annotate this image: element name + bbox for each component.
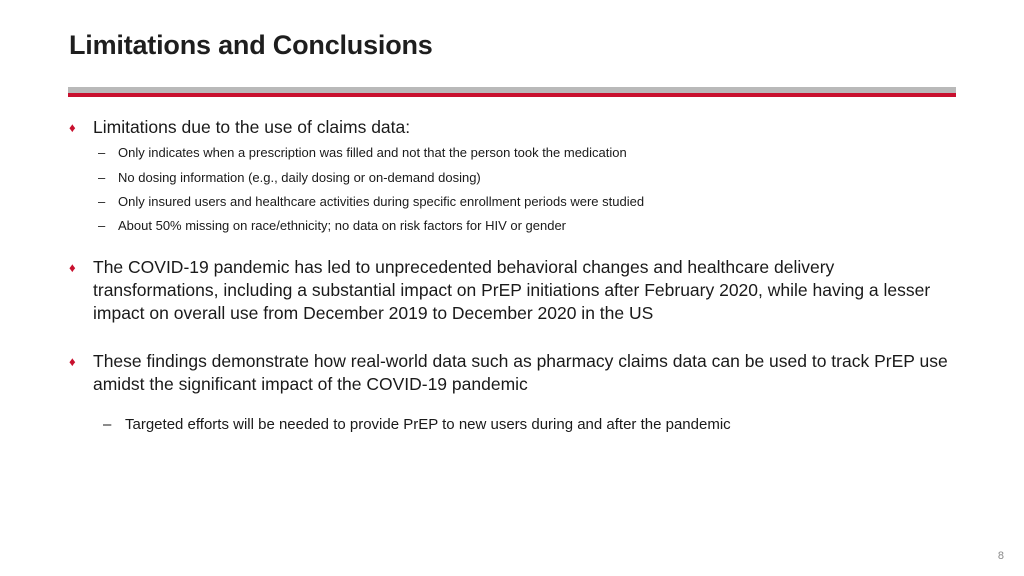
- slide-title: Limitations and Conclusions: [69, 30, 433, 60]
- bullet-text: Limitations due to the use of claims data:: [93, 117, 411, 137]
- bullet-text: These findings demonstrate how real-world data such as pharmacy claims data can be used to track PrEP use amidst the significant impact of the COVID-19 pandemic: [93, 351, 948, 394]
- bullet-limitations: [69, 116, 410, 139]
- sub-item: [98, 144, 627, 162]
- bullet-covid-impact: [69, 256, 949, 325]
- header-divider-red: [68, 93, 956, 97]
- bullet-text: The COVID-19 pandemic has led to unprecedented behavioral changes and healthcare delivery transformations, including a substantial impact on PrEP initiations after February 2020, while having a lesser impact on overall use from December 2019 to December 2020 in the US: [93, 257, 931, 323]
- diamond-bullet-icon: ♦: [69, 354, 76, 369]
- sub-item: [98, 217, 566, 235]
- dash-marker: –: [98, 218, 106, 233]
- sub-item: [98, 169, 481, 187]
- sub-item-text: About 50% missing on race/ethnicity; no data on risk factors for HIV or gender: [118, 218, 567, 233]
- sub-item-text: Targeted efforts will be needed to provide PrEP to new users during and after the pandemic: [125, 416, 731, 433]
- sub-item-text: Only insured users and healthcare activities during specific enrollment periods were studied: [118, 194, 645, 209]
- dash-marker: –: [103, 416, 112, 433]
- dash-marker: –: [98, 145, 106, 160]
- page-number: 8: [997, 550, 1004, 562]
- dash-marker: –: [98, 170, 106, 185]
- sub-item: [103, 415, 731, 435]
- sub-item: [98, 193, 644, 211]
- bullet-findings: [69, 350, 957, 396]
- diamond-bullet-icon: ♦: [69, 260, 76, 275]
- sub-item-text: No dosing information (e.g., daily dosing or on-demand dosing): [118, 170, 481, 185]
- sub-item-text: Only indicates when a prescription was filled and not that the person took the medication: [118, 145, 627, 160]
- diamond-bullet-icon: ♦: [69, 120, 76, 135]
- dash-marker: –: [98, 194, 106, 209]
